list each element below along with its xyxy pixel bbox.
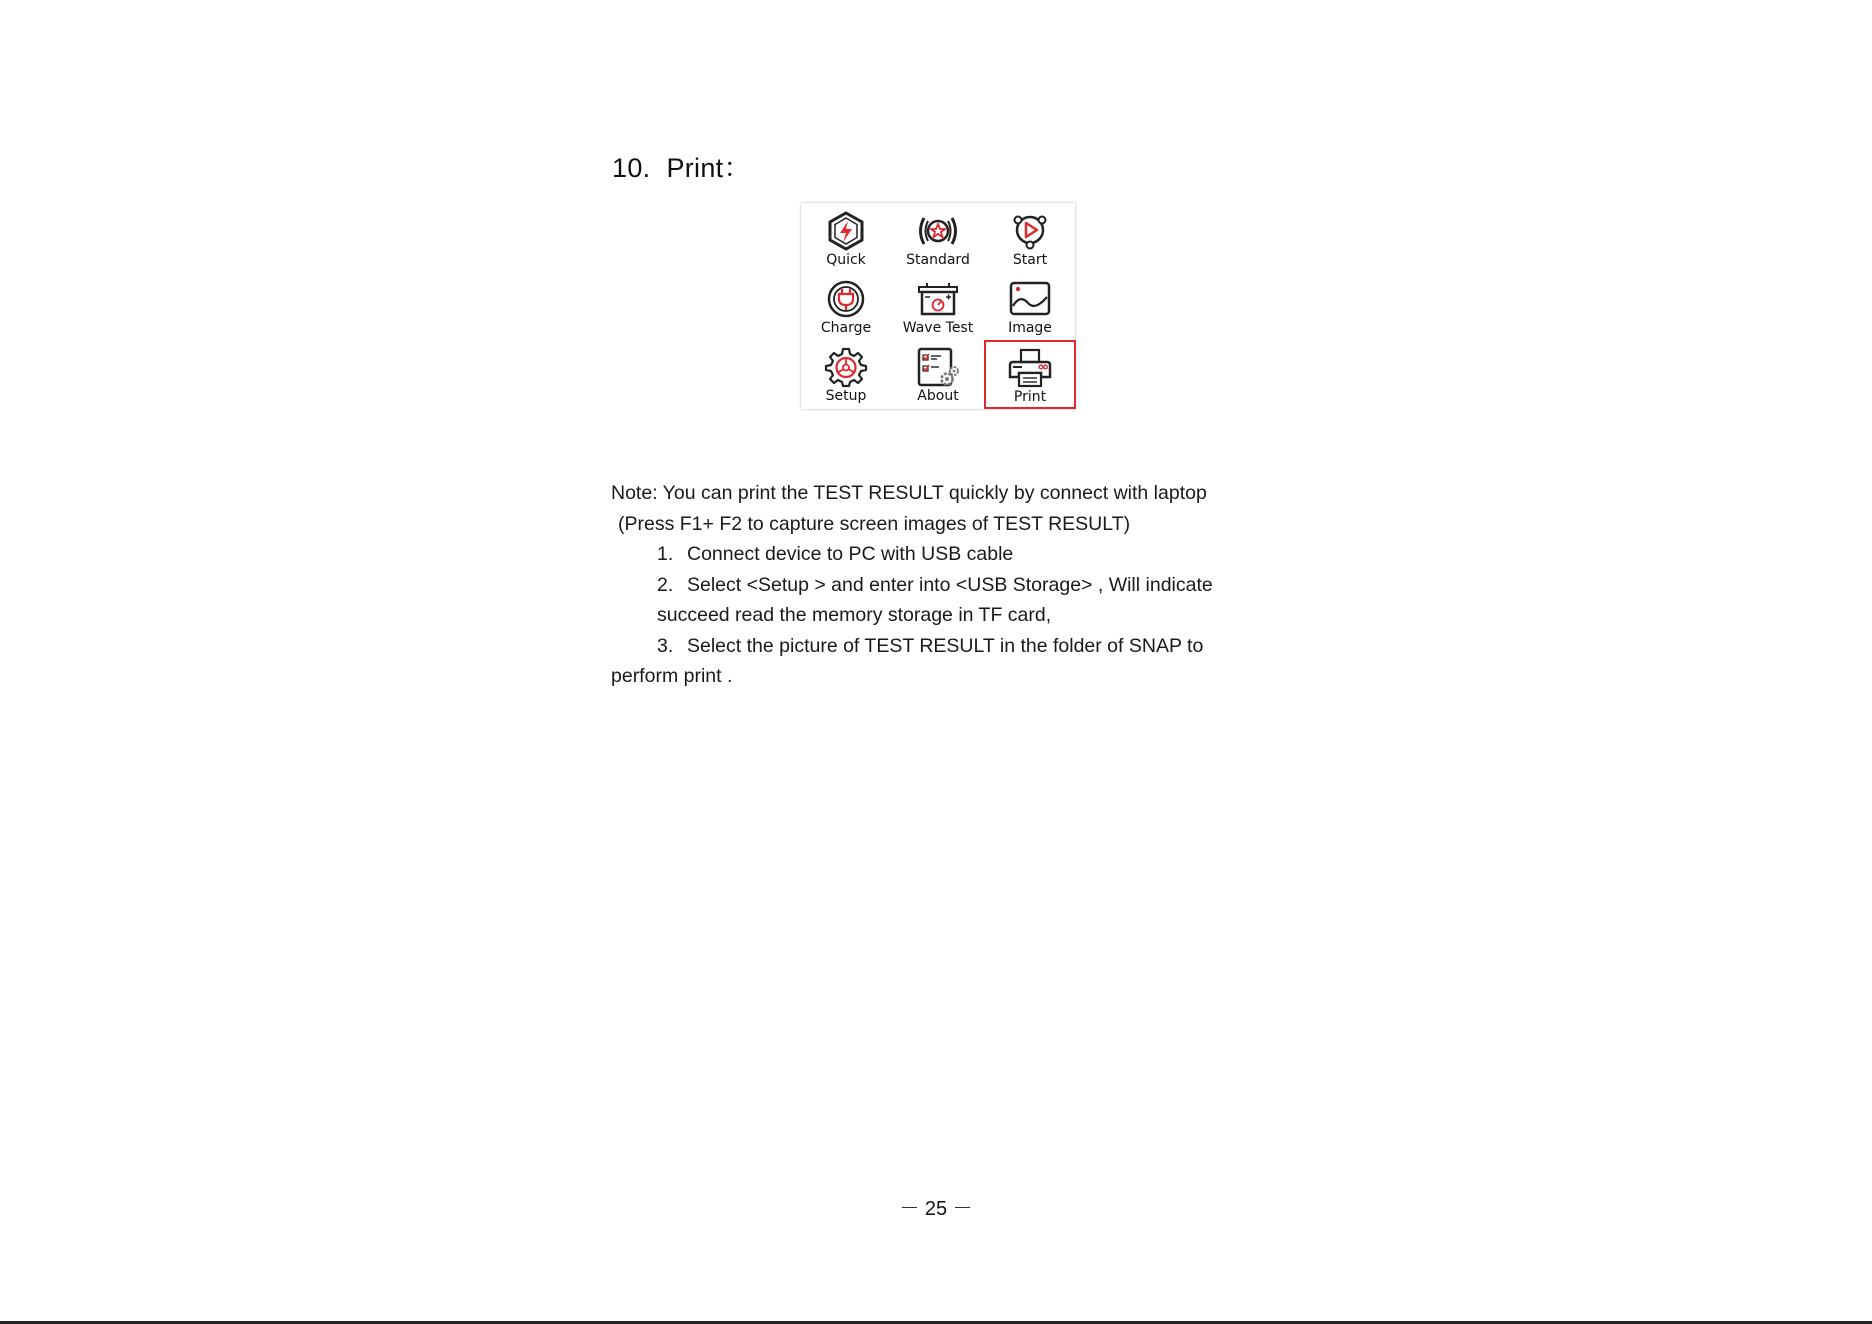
menu-item-print[interactable]: [984, 340, 1076, 409]
menu-item-label: Setup: [825, 388, 867, 404]
menu-item-label: Standard: [906, 252, 970, 268]
section-title: Print：: [666, 153, 751, 183]
menu-item-about[interactable]: [893, 341, 983, 409]
quick-icon: [823, 210, 869, 252]
about-icon: [915, 346, 961, 388]
charge-icon: [823, 278, 869, 320]
step-text: Select the picture of TEST RESULT in the folder of SNAP to: [687, 634, 1204, 657]
menu-item-label: About: [917, 388, 959, 404]
note-step-1: [611, 539, 1261, 570]
menu-item-label: Print: [1013, 389, 1047, 405]
menu-item-quick[interactable]: [801, 205, 891, 273]
setup-icon: [823, 346, 869, 388]
step-number: 1.: [657, 543, 674, 565]
standard-icon: [915, 210, 961, 252]
wave-test-icon: [915, 278, 961, 320]
menu-item-label: Image: [1008, 320, 1052, 336]
start-icon: [1007, 210, 1053, 252]
menu-item-image[interactable]: [985, 273, 1075, 341]
note-step-3: [611, 631, 1261, 662]
image-icon: [1007, 278, 1053, 320]
menu-item-standard[interactable]: [893, 205, 983, 273]
menu-item-wave-test[interactable]: [893, 273, 983, 341]
note-step-2: [611, 570, 1261, 601]
menu-item-label: Wave Test: [902, 320, 974, 336]
menu-item-setup[interactable]: [801, 341, 891, 409]
step-continuation: succeed read the memory storage in TF card,: [657, 604, 1052, 626]
menu-item-start[interactable]: [985, 205, 1075, 273]
note-line: Note: You can print the TEST RESULT quickly by connect with laptop: [611, 482, 1207, 504]
device-main-menu: [801, 203, 1075, 409]
menu-item-label: Quick: [826, 252, 866, 268]
note-line: (Press F1+ F2 to capture screen images of TEST RESULT): [618, 512, 1131, 535]
print-icon: [1007, 347, 1053, 389]
step-text: Select <Setup > and enter into <USB Storage> , Will indicate: [687, 573, 1213, 596]
note-block: [611, 478, 1261, 692]
section-number: 10.: [612, 153, 651, 183]
page-number: － 25 －: [899, 1198, 973, 1220]
menu-item-charge[interactable]: [801, 273, 891, 341]
step-number: 2.: [657, 573, 674, 596]
step-text: Connect device to PC with USB cable: [687, 543, 1014, 565]
step-continuation: perform print .: [611, 665, 733, 687]
step-number: 3.: [657, 634, 674, 657]
menu-item-label: Charge: [820, 320, 872, 336]
section-heading: [612, 146, 751, 185]
menu-item-label: Start: [1012, 252, 1048, 268]
